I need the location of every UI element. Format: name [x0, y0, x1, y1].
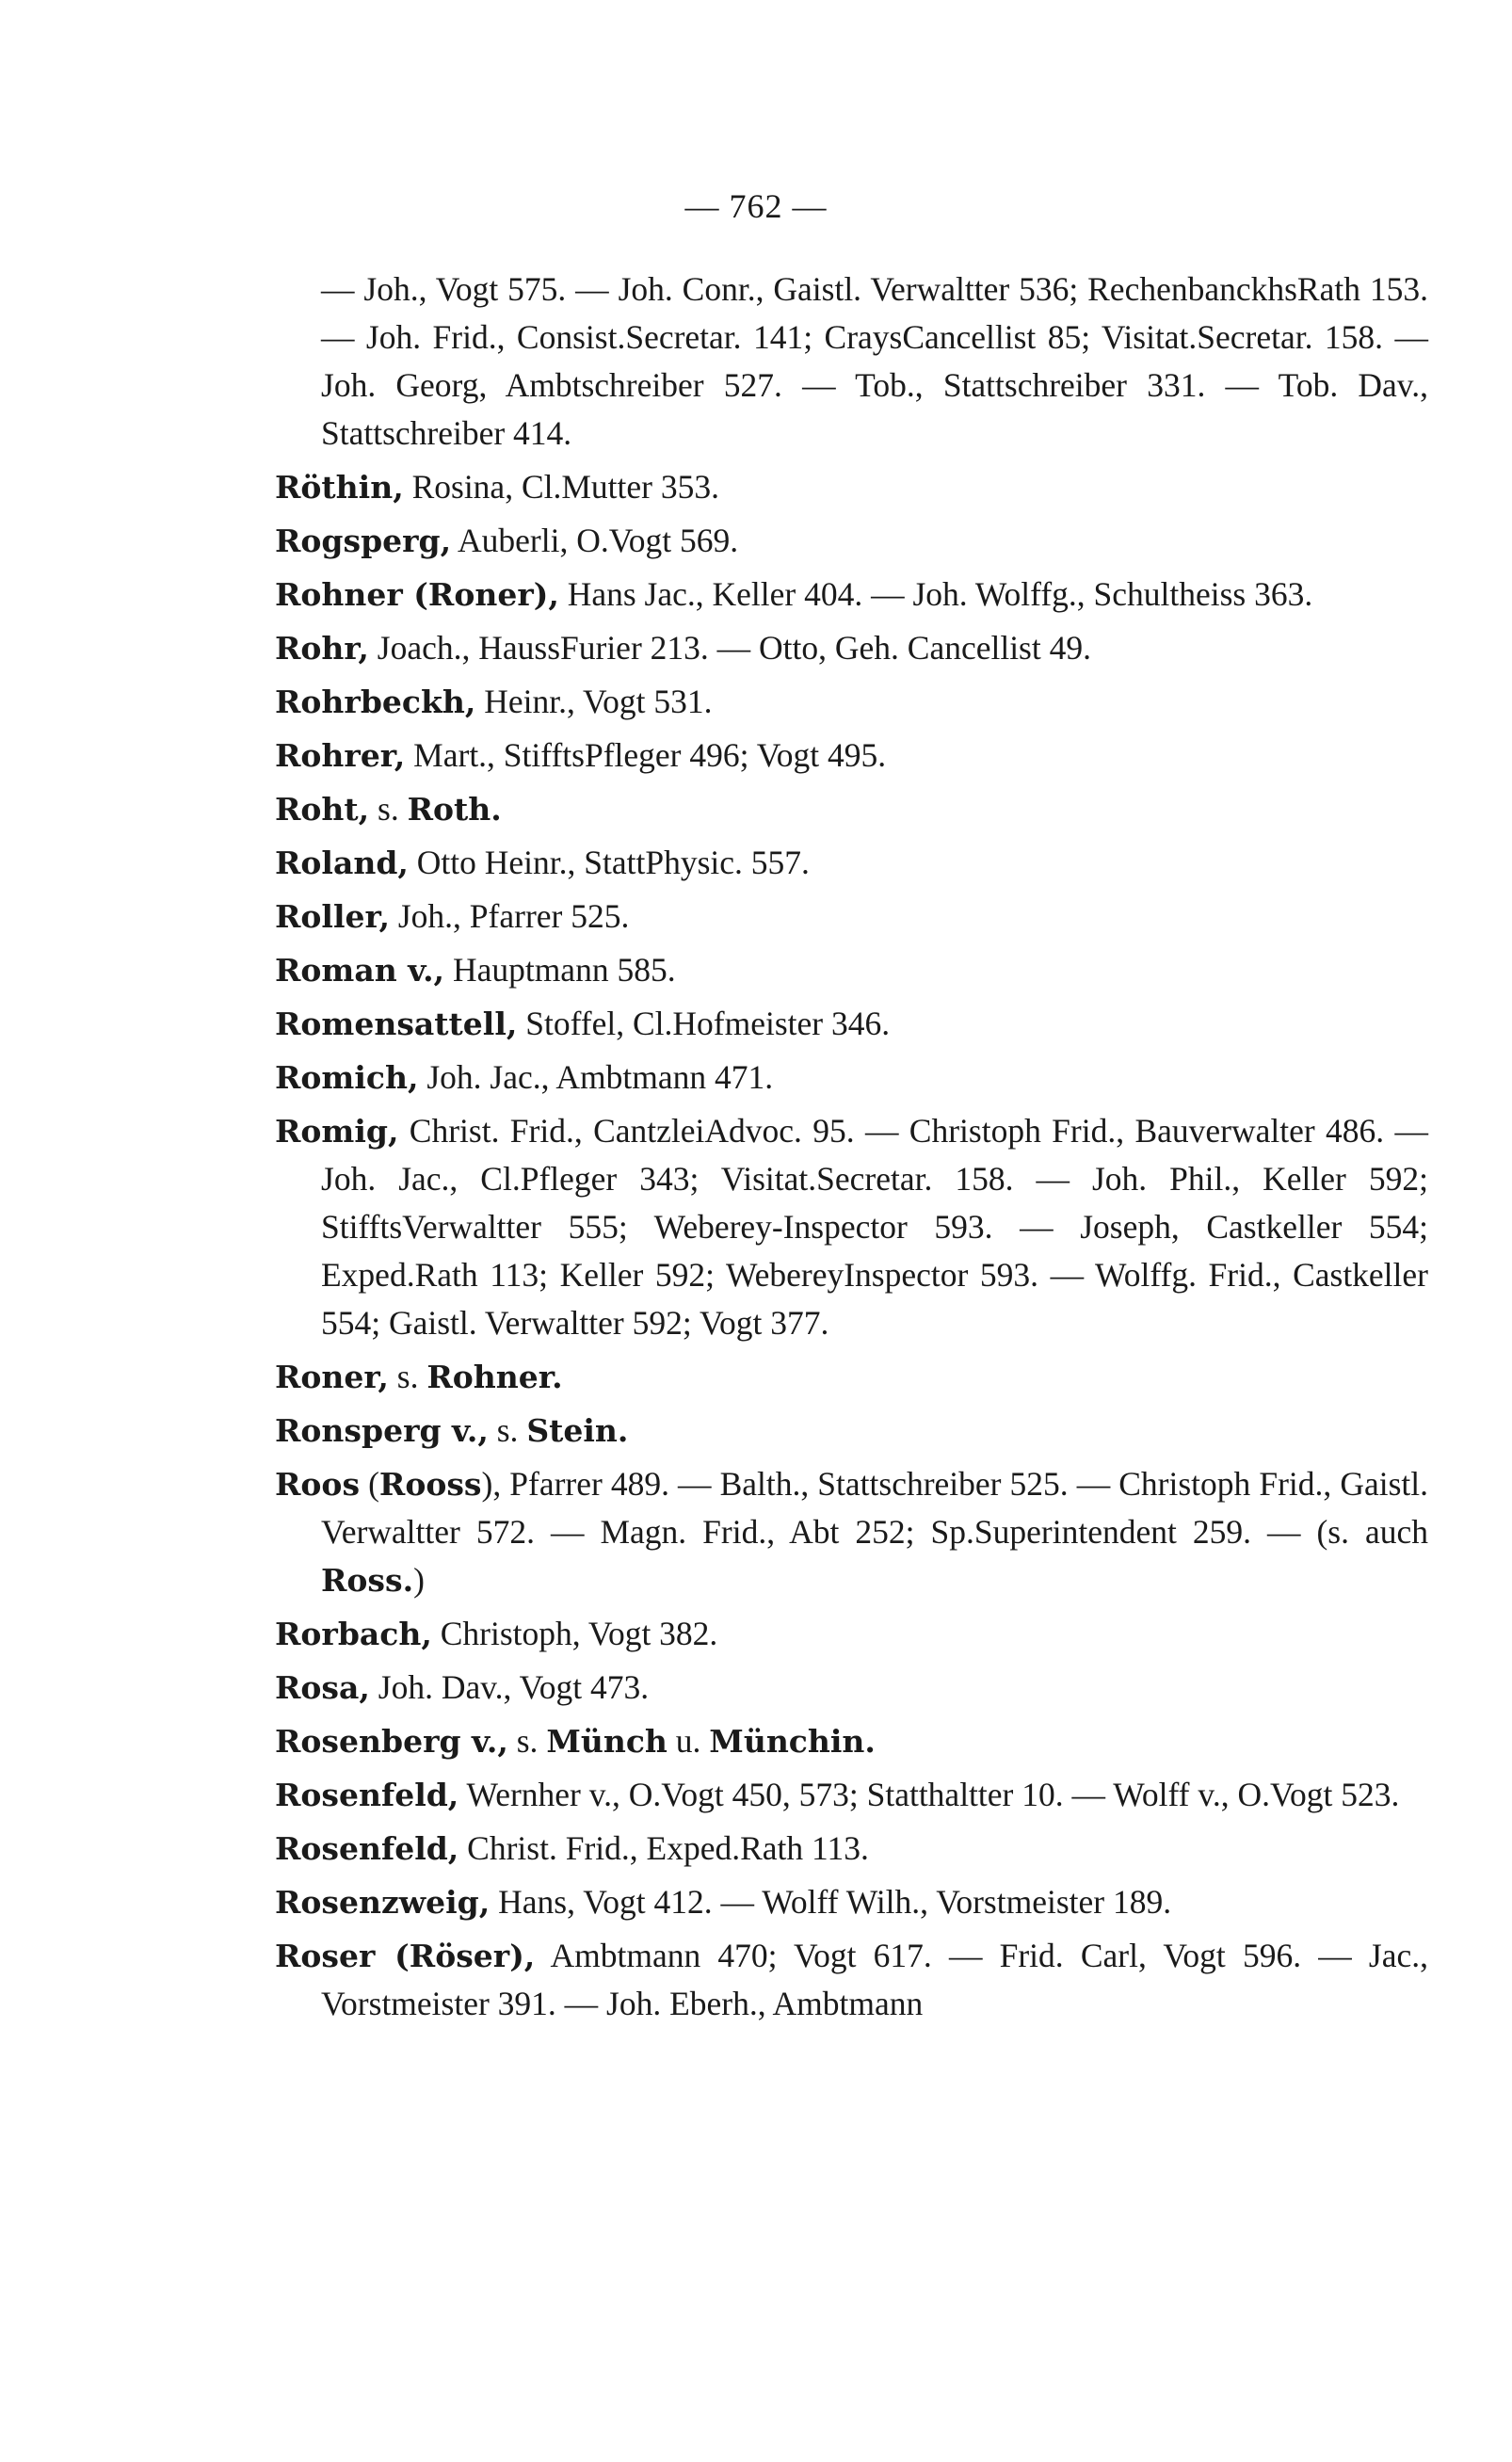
register-entry	[275, 839, 1428, 887]
entry-text: (	[360, 1465, 379, 1503]
register-entry	[275, 1610, 1428, 1658]
entry-text: Hans Jac., Keller 404. — Joh. Wolffg., Schultheiss 363.	[558, 575, 1313, 613]
register-entry	[275, 678, 1428, 726]
cross-reference: Rohner.	[426, 1359, 563, 1395]
entry-name: Roland,	[275, 845, 409, 881]
entry-text: )	[413, 1561, 425, 1599]
entry-text: Joh. Dav., Vogt 473.	[369, 1668, 650, 1706]
entry-text: Christ. Frid., Exped.Rath 113.	[458, 1829, 869, 1867]
entry-text: Heinr., Vogt 531.	[475, 683, 713, 720]
entry-text: Christ. Frid., CantzleiAdvoc. 95. — Christoph Frid., Bauverwalter 486. — Joh. Jac., Cl.Pfleger 343; Visitat.Secretar. 158. — Joh. Phil., Keller 592; StifftsVerwaltter 555; Weberey-Inspector 593. — Joseph, Castkeller 554; Exped.Rath 113; Keller 592; WebereyInspector 593. — Wolffg. Frid., Castkeller 554; Gaistl. Verwaltter 592; Vogt 377.	[321, 1112, 1428, 1342]
register-entry	[275, 266, 1428, 458]
register-entry	[275, 1460, 1428, 1604]
register-entry	[275, 785, 1428, 833]
entry-name: Rohr,	[275, 630, 369, 667]
register-entry	[275, 946, 1428, 994]
entry-text: ), Pfarrer 489. — Balth., Stattschreiber 525. — Christoph Frid., Gaistl. Verwaltter 572. — Magn. Frid., Abt 252; Sp.Superintendent 259. — (s. auch	[321, 1465, 1428, 1551]
entry-text: Stoffel, Cl.Hofmeister 346.	[517, 1005, 891, 1042]
entry-name: Rosenfeld,	[275, 1777, 459, 1813]
entry-name: Roller,	[275, 898, 390, 935]
entry-text: Hauptmann 585.	[444, 951, 676, 989]
register-entry	[275, 624, 1428, 672]
entry-name: Rosenfeld,	[275, 1830, 459, 1867]
register-entries	[275, 266, 1428, 2034]
register-entry	[275, 1054, 1428, 1102]
entry-name: Rosa,	[275, 1669, 370, 1706]
entry-text: — Joh., Vogt 575. — Joh. Conr., Gaistl. Verwaltter 536; RechenbanckhsRath 153. — Joh. Frid., Consist.Secretar. 141; CraysCancellist 85; Visitat.Secretar. 158. — Joh. Georg, Ambtschreiber 527. — Tob., Stattschreiber 331. — Tob. Dav., Stattschreiber 414.	[321, 270, 1428, 452]
register-entry	[275, 1000, 1428, 1048]
entry-name: Rohner (Roner),	[275, 576, 559, 613]
entry-text: s.	[388, 1358, 427, 1395]
entry-name: Ronsperg v.,	[275, 1412, 489, 1449]
register-entry	[275, 1407, 1428, 1455]
entry-text: Christoph, Vogt 382.	[431, 1615, 718, 1652]
entry-name: Rohrbeckh,	[275, 684, 476, 720]
register-entry	[275, 1664, 1428, 1712]
register-entry	[275, 732, 1428, 780]
entry-text: Hans, Vogt 412. — Wolff Wilh., Vorstmeister 189.	[490, 1883, 1172, 1921]
entry-name: Rosenzweig,	[275, 1884, 491, 1921]
register-entry	[275, 1878, 1428, 1926]
entry-name: Roner,	[275, 1359, 389, 1395]
entry-text: Otto Heinr., StattPhysic. 557.	[408, 844, 810, 881]
entry-text: Wernher v., O.Vogt 450, 573; Statthaltter 10. — Wolff v., O.Vogt 523.	[458, 1776, 1400, 1813]
entry-name: Rohrer,	[275, 737, 406, 774]
variant-name: Rooss	[378, 1466, 482, 1503]
entry-text: s.	[507, 1722, 547, 1760]
register-entry	[275, 893, 1428, 941]
entry-name: Roser (Röser),	[275, 1938, 536, 1974]
entry-name: Romich,	[275, 1059, 419, 1096]
entry-text: u.	[667, 1722, 710, 1760]
entry-text: s.	[369, 790, 408, 828]
entry-text: Joh. Jac., Ambtmann 471.	[418, 1058, 774, 1096]
entry-name: Roos	[275, 1466, 361, 1503]
entry-name: Rogsperg,	[275, 523, 452, 559]
cross-reference: Ross.	[321, 1562, 414, 1599]
page-number: — 762 —	[684, 187, 828, 225]
entry-text: Auberli, O.Vogt 569.	[451, 522, 739, 559]
entry-text: Joach., HaussFurier 213. — Otto, Geh. Cancellist 49.	[368, 629, 1091, 667]
register-entry	[275, 1107, 1428, 1347]
entry-text: Ambtmann 470; Vogt 617. — Frid. Carl, Vogt 596. — Jac., Vorstmeister 391. — Joh. Eberh., Ambtmann	[321, 1937, 1429, 2022]
entry-text: s.	[488, 1411, 527, 1449]
register-entry	[275, 1825, 1428, 1873]
register-entry	[275, 1771, 1428, 1819]
entry-name: Rosenberg v.,	[275, 1723, 508, 1760]
cross-reference: Münch	[546, 1723, 668, 1760]
register-entry	[275, 463, 1428, 511]
entry-name: Rorbach,	[275, 1616, 432, 1652]
register-entry	[275, 517, 1428, 565]
cross-reference: Stein.	[526, 1412, 629, 1449]
register-entry	[275, 571, 1428, 619]
register-entry	[275, 1932, 1428, 2028]
entry-name: Romensattell,	[275, 1006, 518, 1042]
entry-text: Mart., StifftsPfleger 496; Vogt 495.	[405, 736, 887, 774]
cross-reference: Roth.	[407, 791, 502, 828]
entry-text: Rosina, Cl.Mutter 353.	[403, 468, 719, 506]
entry-name: Romig,	[275, 1113, 399, 1150]
register-entry	[275, 1353, 1428, 1401]
entry-name: Röthin,	[275, 469, 404, 506]
entry-name: Roht,	[275, 791, 370, 828]
cross-reference: Münchin.	[709, 1723, 876, 1760]
entry-name: Roman v.,	[275, 952, 445, 989]
register-entry	[275, 1717, 1428, 1765]
entry-text: Joh., Pfarrer 525.	[389, 897, 630, 935]
